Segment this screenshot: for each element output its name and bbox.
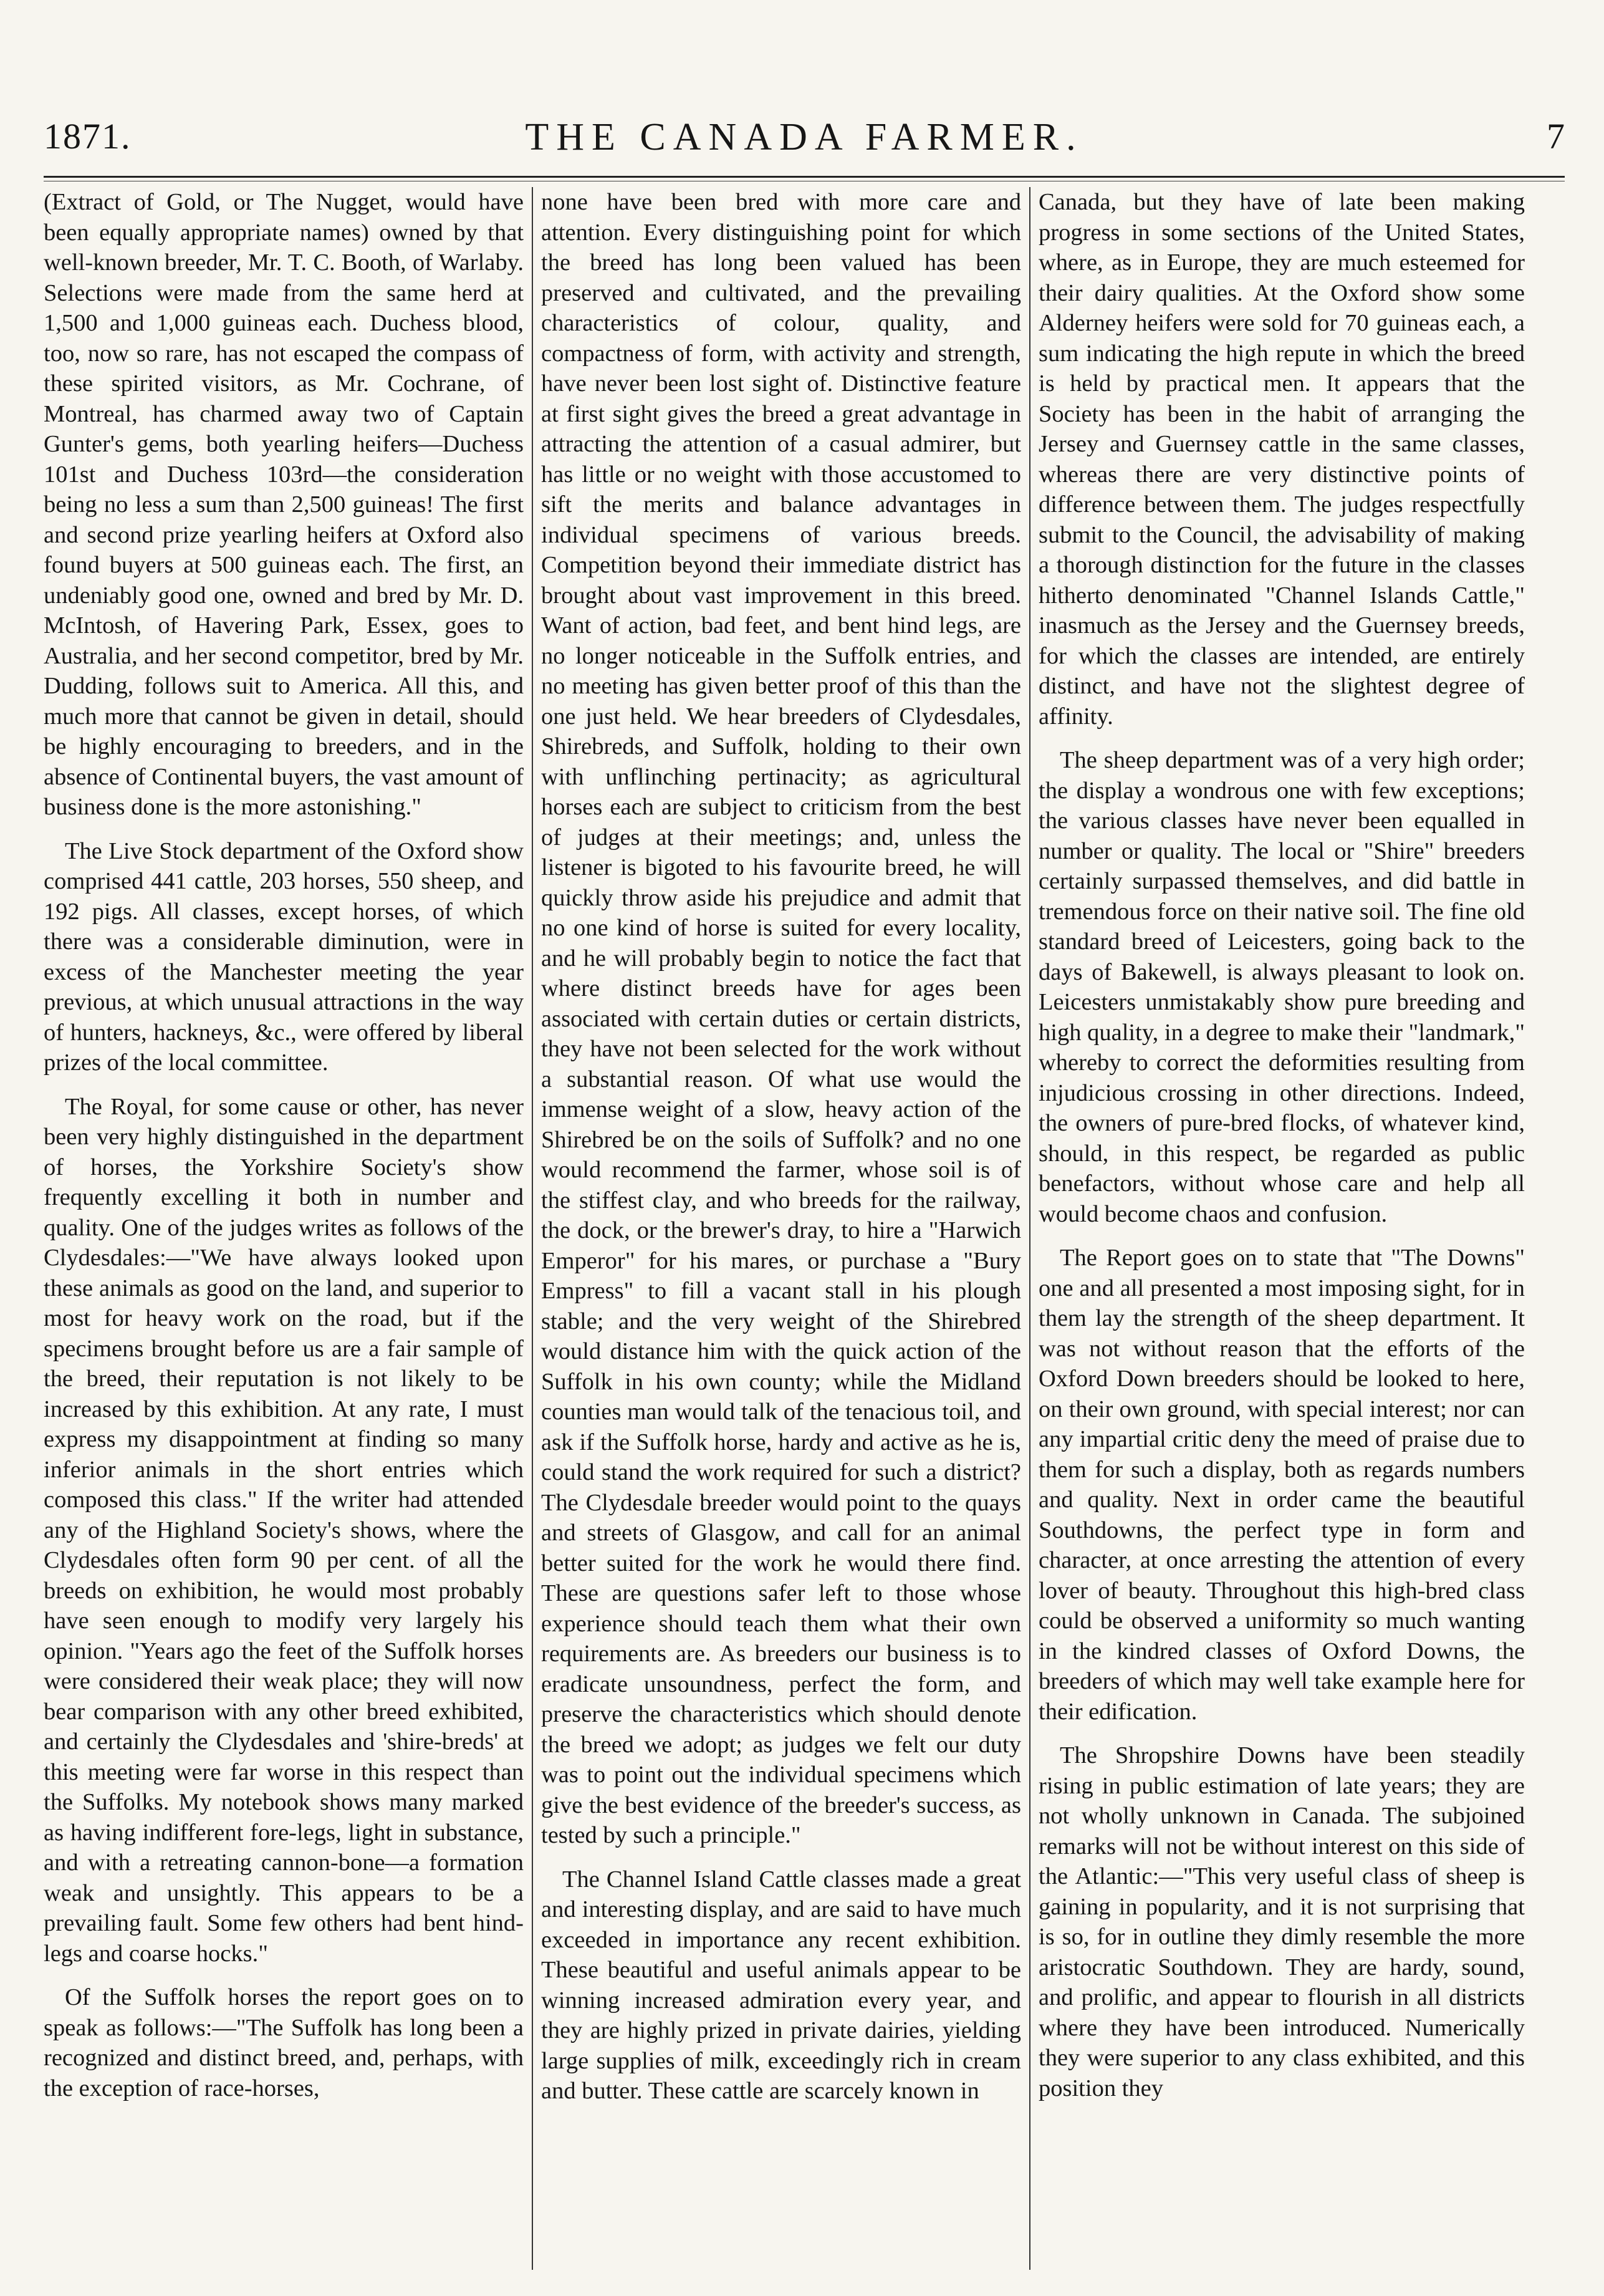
paragraph: (Extract of Gold, or The Nugget, would have been equally appropriate names) owned by that well-known breeder, Mr. T. C. Booth, of Warlaby. Selections were made from the same herd at 1,500 and 1,000 guineas each. Duchess blood, too, now so rare, has not escaped the compass of these spirited visitors, as Mr. Cochrane, of Montreal, has charmed away two of Captain Gunter's gems, both yearling heifers—Duchess 101st and Duchess 103rd—the consideration being no less a sum than 2,500 guineas! The first and second prize yearling heifers at Oxford also found buyers at 500 guineas each. The first, an undeniably good one, owned and bred by Mr. D. McIntosh, of Havering Park, Essex, goes to Australia, and her second competitor, bred by Mr. Dudding, follows suit to America. All this, and much more that cannot be given in detail, should be highly encouraging to breeders, and in the absence of Continental buyers, the vast amount of business done is the more astonishing." [44, 189, 524, 820]
page-number: 7 [1547, 116, 1565, 157]
column-3 [1039, 187, 1525, 2282]
paragraph: The Live Stock department of the Oxford show comprised 441 cattle, 203 horses, 550 sheep, and 192 pigs. All classes, except horses, of which there was a considerable diminution, were in excess of the Manchester meeting the year previous, at which unusual attractions in the way of hunters, hackneys, &c., were offered by liberal prizes of the local committee. [44, 837, 524, 1076]
column-divider [1029, 187, 1030, 2270]
column-divider [532, 187, 533, 2270]
masthead-title: THE CANADA FARMER. [525, 116, 1083, 158]
header-rule [44, 176, 1565, 178]
page-header [44, 115, 1565, 171]
column-2 [541, 187, 1021, 2282]
paragraph: none have been bred with more care and attention. Every distinguishing point for which the breed has long been valued has been preserved and cultivated, and the prevailing characteristics of colour, quality, and compactness of form, with activity and strength, have never been lost sight of. Distinctive feature at first sight gives the breed a great advantage in attracting the attention of a casual admirer, but has little or no weight with those accustomed to sift the merits and balance advantages in individual specimens of various breeds. Competition beyond their immediate district has brought about vast improvement in this breed. Want of action, bad feet, and bent hind legs, are no longer noticeable in the Suffolk entries, and no meeting has given better proof of this than the one just held. We hear breeders of Clydesdales, Shirebreds, and Suffolk, holding to their own with unflinching pertinacity; as agricultural horses each are subject to criticism from the best of judges at their meetings; and, unless the listener is bigoted to his favourite breed, he will quickly throw aside his prejudice and admit that no one kind of horse is suited for every locality, and he will probably begin to notice the fact that where distinct breeds have for ages been associated with certain duties or certain districts, they have not been selected for the work without a substantial reason. Of what use would the immense weight of a slow, heavy action of the Shirebred be on the soils of Suffolk? and no one would recommend the farmer, whose soil is of the stiffest clay, and who breeds for the railway, the dock, or the brewer's dray, to hire a "Harwich Emperor" for his mares, or purchase a "Bury Empress" to fill a vacant stall in his plough stable; and the very weight of the Shirebred would distance him with the quick action of the Suffolk in his own county; while the Midland counties man would talk of the tenacious toil, and ask if the Suffolk horse, hardy and active as he is, could stand the work required for such a district? The Clydesdale breeder would point to the quays and streets of Glasgow, and call for an animal better suited for the work he would there find. These are questions safer left to those whose experience should teach them what their own requirements are. As breeders our business is to eradicate unsoundness, perfect the form, and preserve the characteristics which should denote the breed we adopt; as judges we felt our duty was to point out the individual specimens which give the best evidence of the breeder's success, as tested by such a principle." [541, 189, 1021, 1848]
paragraph: The Channel Island Cattle classes made a great and interesting display, and are said to have much exceeded in importance any recent exhibition. These beautiful and useful animals appear to be winning increased admiration every year, and they are highly prized in private dairies, yielding large supplies of milk, exceedingly rich in cream and butter. These cattle are scarcely known in [541, 1866, 1021, 2104]
paragraph: The Report goes on to state that "The Downs" one and all presented a most imposing sight, for in them lay the strength of the sheep department. It was not without reason that the efforts of the Oxford Down breeders should be looked to here, on their own ground, with special interest; nor can any impartial critic deny the meed of praise due to them for such a display, both as regards numbers and quality. Next in order came the beautiful Southdowns, the perfect type in form and character, at once arresting the attention of every lover of beauty. Throughout this high-bred class could be observed a uniformity so much wanting in the kindred classes of Oxford Downs, the breeders of which may well take example here for their edification. [1039, 1245, 1525, 1725]
column-1 [44, 187, 524, 2282]
paragraph: The Shropshire Downs have been steadily rising in public estimation of late years; they are not wholly unknown in Canada. The subjoined remarks will not be without interest on this side of the Atlantic:—"This very useful class of sheep is gaining in popularity, and it is not surprising that is so, for in outline they dimly resemble the more aristocratic Southdown. They are hardy, sound, and prolific, and appear to flourish in all districts where they have been introduced. Numerically they were superior to any class exhibited, and this position they [1039, 1742, 1525, 2101]
paragraph: Canada, but they have of late been making progress in some sections of the United States, where, as in Europe, they are much esteemed for their dairy qualities. At the Oxford show some Alderney heifers were sold for 70 guineas each, a sum indicating the high repute in which the breed is held by practical men. It appears that the Society has been in the habit of arranging the Jersey and Guernsey cattle in the same classes, whereas there are very distinctive points of difference between them. The judges respectfully submit to the Council, the advisability of making a thorough distinction for the future in the classes hitherto denominated "Channel Islands Cattle," inasmuch as the Jersey and the Guernsey breeds, for which the classes are intended, are entirely distinct, and have not the slightest degree of affinity. [1039, 189, 1525, 730]
paragraph: The Royal, for some cause or other, has never been very highly distinguished in the department of horses, the Yorkshire Society's show frequently excelling it both in number and quality. One of the judges writes as follows of the Clydesdales:—"We have always looked upon these animals as good on the land, and superior to most for heavy work on the road, but if the specimens brought before us are a fair sample of the breed, their reputation is not likely to be increased by this exhibition. At any rate, I must express my disappointment at finding so many inferior animals in the short entries which composed this class." If the writer had attended any of the Highland Society's shows, where the Clydesdales often form 90 per cent. of all the breeds on exhibition, he would most probably have seen enough to modify very largely his opinion. "Years ago the feet of the Suffolk horses were considered their weak place; they will now bear comparison with any other breed exhibited, and certainly the Clydesdales and 'shire-breds' at this meeting were far worse in this respect than the Suffolks. My notebook shows many marked as having indifferent fore-legs, light in substance, and with a retreating cannon-bone—a formation weak and unsightly. This appears to be a prevailing fault. Some few others had bent hind-legs and coarse hocks." [44, 1093, 524, 1967]
issue-year: 1871. [44, 116, 132, 157]
paragraph: The sheep department was of a very high order; the display a wondrous one with few exceptions; the various classes have never been equalled in number or quality. The local or "Shire" breeders certainly surpassed themselves, and did battle in tremendous force on their native soil. The fine old standard breed of Leicesters, going back to the days of Bakewell, is always pleasant to look on. Leicesters unmistakably show pure breeding and high quality, in a degree to make their "landmark," whereby to correct the deformities resulting from injudicious crossing in other directions. Indeed, the owners of pure-bred flocks, of whatever kind, should, in this respect, be regarded as public benefactors, without whose care and help all would become chaos and confusion. [1039, 747, 1525, 1227]
paragraph: Of the Suffolk horses the report goes on to speak as follows:—"The Suffolk has long been a recognized and distinct breed, and, perhaps, with the exception of race-horses, [44, 1984, 524, 2101]
